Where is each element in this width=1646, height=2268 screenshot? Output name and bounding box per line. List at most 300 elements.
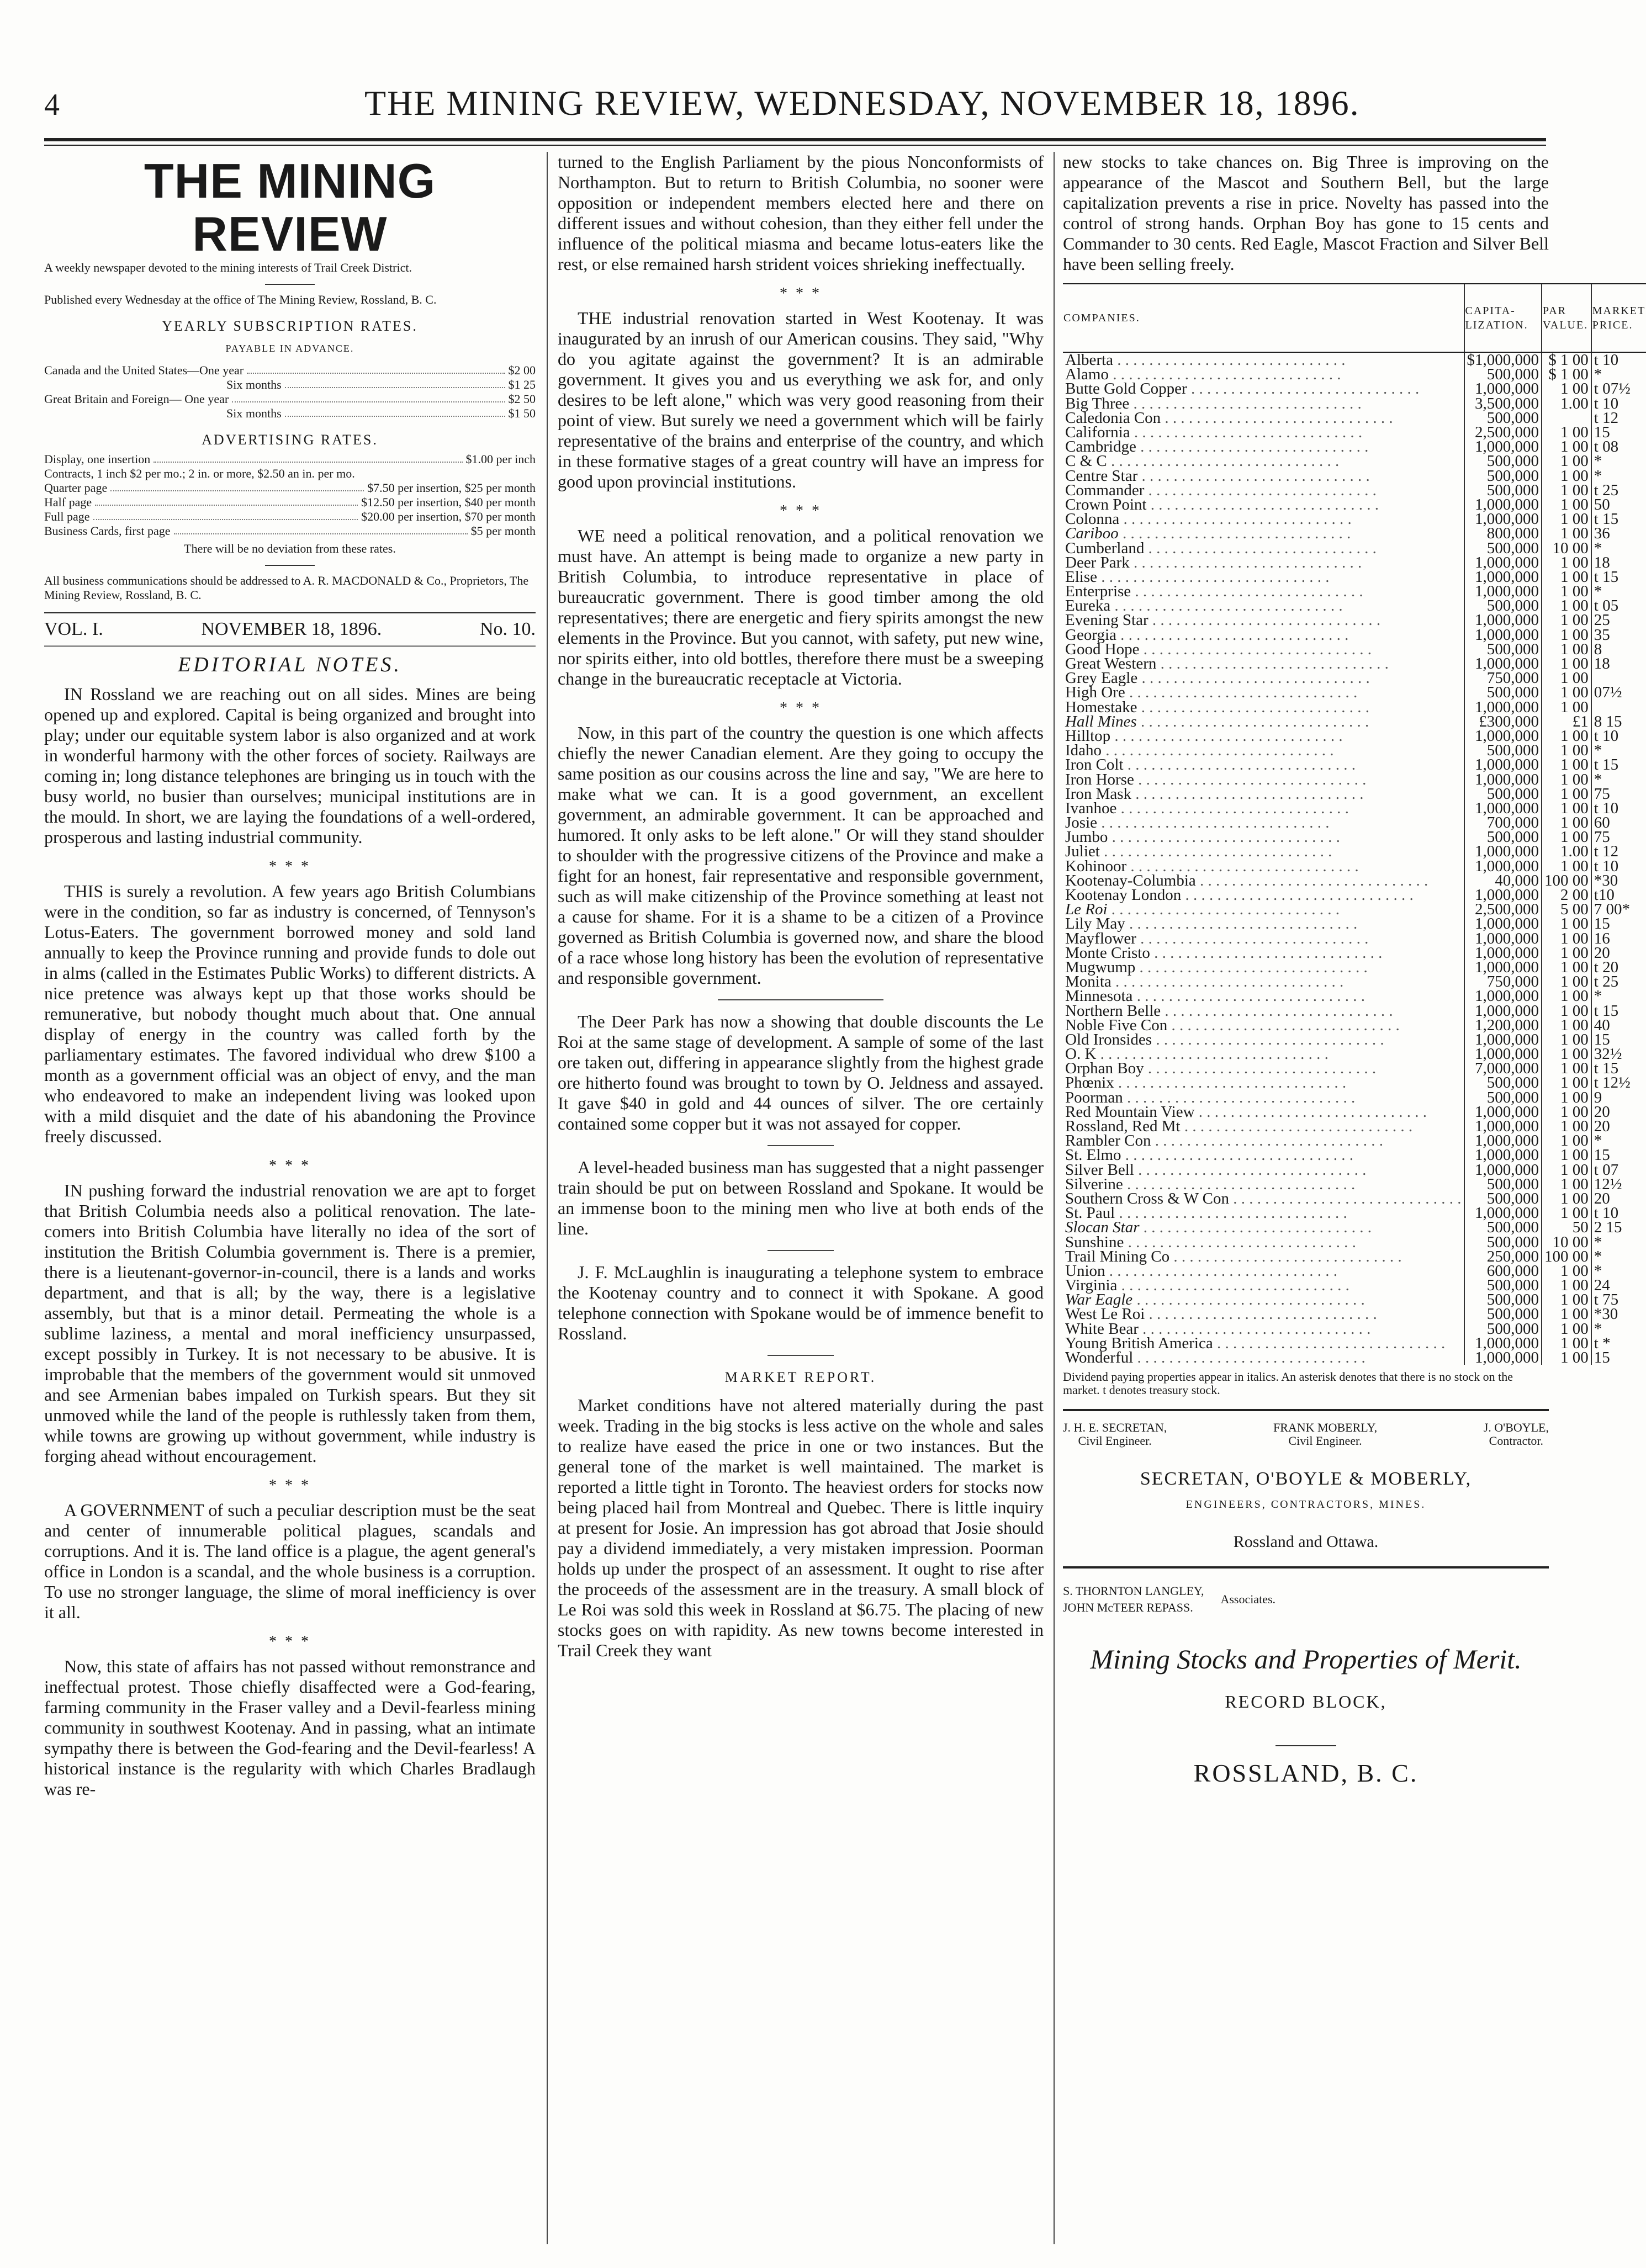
editorial-paragraph: WE need a political renovation, and a political renovation we must have. An attempt is being made to organize a new party in British Columbia, to introduce representative in place of bureaucratic government. There is good timber among the old representatives; there are energetic and fiery spirits amongst the new elements in the Province. But you cannot, with safety, put new wine, nor spirits either, into old bottles, therefore there must be a sweeping change in the bureaucratic receptacle at Victoria. [558, 526, 1044, 688]
company-name-text: Monita [1065, 973, 1112, 991]
par-value: 1 00 [1542, 1292, 1591, 1307]
stock-row [1063, 381, 1646, 396]
company-name [1063, 381, 1464, 396]
divider [1063, 1566, 1549, 1568]
market-price: 75 [1591, 787, 1646, 801]
person [1484, 1421, 1549, 1448]
firm-location: Rossland and Ottawa. [1233, 1533, 1379, 1551]
stock-row [1063, 584, 1646, 598]
capitalization: 1,000,000 [1464, 1336, 1542, 1350]
stock-row [1063, 483, 1646, 497]
company-name [1063, 1249, 1464, 1264]
stock-row [1063, 555, 1646, 570]
company-name-text: War Eagle [1065, 1291, 1133, 1309]
masthead-tagline: A weekly newspaper devoted to the mining interests of Trail Creek District. [44, 261, 412, 274]
rate-label: Great Britain and Foreign— One year [44, 392, 229, 406]
company-name [1063, 1059, 1464, 1078]
par-value: 10 00 [1542, 540, 1591, 555]
company-name [1063, 931, 1464, 946]
company-name-text: Cumberland [1065, 539, 1145, 557]
capitalization: 250,000 [1464, 1249, 1542, 1264]
market-price: t 15 [1591, 1003, 1646, 1018]
stock-row [1063, 859, 1646, 873]
issue-date: NOVEMBER 18, 1896. [201, 619, 382, 639]
header-capitalization: CAPITA-LIZATION. [1464, 284, 1542, 352]
stock-row [1063, 454, 1646, 468]
capitalization: 1,000,000 [1464, 729, 1542, 743]
company-name-text: Homestake [1065, 698, 1137, 716]
market-price: 15 [1591, 916, 1646, 931]
capitalization: 2,500,000 [1464, 902, 1542, 916]
stock-row [1063, 411, 1646, 425]
par-value: 1 00 [1542, 1264, 1591, 1278]
company-name-text: Iron Horse [1065, 770, 1134, 788]
market-price: * [1591, 989, 1646, 1003]
company-name [1063, 1350, 1464, 1365]
capitalization: 1,000,000 [1464, 1148, 1542, 1162]
par-value: 1 00 [1542, 671, 1591, 685]
company-name [1063, 729, 1464, 743]
stock-row [1063, 1336, 1646, 1350]
par-value: 1 00 [1542, 729, 1591, 743]
stock-row [1063, 1292, 1646, 1307]
divider [768, 1355, 834, 1356]
company-name-text: Alamo [1065, 365, 1109, 384]
market-price: t 08 [1591, 439, 1646, 454]
person [1273, 1421, 1377, 1448]
person-name: FRANK MOBERLY, [1273, 1421, 1378, 1435]
company-name [1063, 974, 1464, 989]
market-price: 32½ [1591, 1047, 1646, 1061]
capitalization: 1,000,000 [1464, 772, 1542, 786]
market-price: * [1591, 772, 1646, 786]
capitalization: 500,000 [1464, 743, 1542, 757]
par-value: 1 00 [1542, 642, 1591, 656]
par-value: 1 00 [1542, 859, 1591, 873]
par-value: 1 00 [1542, 555, 1591, 570]
company-name [1063, 1133, 1464, 1148]
company-name [1063, 1032, 1464, 1047]
company-name-text: Lily May [1065, 915, 1125, 933]
company-name-text: Juliet [1065, 842, 1100, 861]
stock-row [1063, 352, 1646, 367]
par-value: 1 00 [1542, 757, 1591, 772]
capitalization: 1,000,000 [1464, 960, 1542, 974]
company-name-text: Cariboo [1065, 524, 1119, 543]
par-value: 1 00 [1542, 425, 1591, 439]
par-value: 100 00 [1542, 873, 1591, 888]
market-price: 20 [1591, 1119, 1646, 1133]
capitalization: 500,000 [1464, 483, 1542, 497]
stock-row [1063, 367, 1646, 381]
capitalization: 1,000,000 [1464, 584, 1542, 598]
stock-row [1063, 1148, 1646, 1162]
par-value: 1 00 [1542, 469, 1591, 483]
company-name [1063, 671, 1464, 685]
company-name-text: Silverine [1065, 1175, 1123, 1193]
par-value: 1 00 [1542, 1191, 1591, 1206]
company-name [1063, 613, 1464, 627]
capitalization: 1,000,000 [1464, 656, 1542, 671]
par-value: 1 00 [1542, 497, 1591, 512]
par-value: 1 00 [1542, 815, 1591, 830]
page-number: 4 [44, 88, 60, 122]
par-value: 1 00 [1542, 1177, 1591, 1191]
editorial-paragraph: Now, this state of affairs has not passed without remonstrance and ineffectual protest. Those chiefly disaffected were a God-fearing, farming community in the Fraser valley and a Devil-fearless mining community in southwest Kootenay. And in passing, what an intimate sympathy there is between the God-fearing and the Devil-fearless! A historical instance is the regularity with which Charles Bradlaugh was re- [44, 1656, 536, 1799]
company-name [1063, 685, 1464, 700]
rate-row [44, 452, 536, 467]
company-name [1063, 423, 1464, 442]
market-price: 15 [1591, 1350, 1646, 1365]
capitalization: 1,000,000 [1464, 497, 1542, 512]
capitalization: 1,000,000 [1464, 1350, 1542, 1365]
capitalization: 500,000 [1464, 598, 1542, 613]
column-1 [44, 152, 536, 2250]
capitalization: 750,000 [1464, 974, 1542, 989]
capitalization: 500,000 [1464, 787, 1542, 801]
company-name-text: Commander [1065, 481, 1145, 499]
section-stars: * * * [780, 700, 822, 717]
masthead-title: THE MINING REVIEW [144, 153, 436, 261]
capitalization: 1,000,000 [1464, 555, 1542, 570]
capitalization: 1,000,000 [1464, 888, 1542, 902]
market-price: t 12 [1591, 844, 1646, 859]
company-name-text: Crown Point [1065, 495, 1147, 513]
market-price: t 10 [1591, 1206, 1646, 1220]
par-value: 1 00 [1542, 960, 1591, 974]
company-name [1063, 873, 1464, 888]
stock-row [1063, 497, 1646, 512]
company-name [1063, 859, 1464, 873]
stock-row [1063, 974, 1646, 989]
capitalization: 800,000 [1464, 526, 1542, 540]
market-price: * [1591, 1249, 1646, 1264]
company-name [1063, 1148, 1464, 1162]
stock-row [1063, 729, 1646, 743]
par-value: 1 00 [1542, 628, 1591, 642]
capitalization: 1,000,000 [1464, 931, 1542, 946]
rate-row [44, 481, 536, 495]
associates [1063, 1583, 1549, 1616]
stock-row [1063, 1220, 1646, 1234]
capitalization: 1,000,000 [1464, 1133, 1542, 1148]
stock-row [1063, 844, 1646, 859]
person-name: J. H. E. SECRETAN, [1063, 1421, 1167, 1435]
par-value: 1 00 [1542, 656, 1591, 671]
market-price: t 10 [1591, 801, 1646, 815]
stock-row [1063, 439, 1646, 454]
market-price: t 25 [1591, 483, 1646, 497]
divider [265, 565, 315, 566]
company-name [1063, 1322, 1464, 1336]
capitalization: 40,000 [1464, 873, 1542, 888]
company-name [1063, 1276, 1464, 1295]
rate-row [44, 392, 536, 406]
section-stars: * * * [780, 285, 822, 302]
stock-row [1063, 1278, 1646, 1292]
company-name-text: Great Western [1065, 655, 1157, 673]
subscription-rates-list [44, 363, 536, 421]
market-price: 2 15 [1591, 1220, 1646, 1234]
rate-label: Canada and the United States—One year [44, 363, 244, 377]
company-name-text: Butte Gold Copper [1065, 380, 1187, 398]
capitalization: 1,000,000 [1464, 916, 1542, 931]
company-name [1063, 1163, 1464, 1177]
editorial-paragraph: IN pushing forward the industrial renovation we are apt to forget that British Columbia needs also a political renovation. The late-comers into British Columbia have literally no idea of the sort of institution the British Columbia government is. There is a premier, there is a lieutenant-governor-in-council, there is a lands and works department, and that is all; by the way, there is a legislative assembly, but that is a minor detail. Permeating the whole is a sublime laziness, a mental and moral inefficiency unsurpassed, except possibly in Turkey. It is not necessary to be abusive. It is improbable that the members of the government would sit unmoved and see Armenian babes impaled on Turkish spears. But they sit unmoved while the land of the people is ruthlessly taken from them, while towns are growing up without government, while industry is forging ahead without encouragement. [44, 1180, 536, 1466]
market-price: t 10 [1591, 729, 1646, 743]
company-name [1063, 888, 1464, 902]
company-name-text: Slocan Star [1065, 1218, 1140, 1237]
company-name-text: Le Roi [1065, 900, 1108, 919]
rate-price: $1 50 [508, 406, 536, 420]
par-value: 1 00 [1542, 700, 1591, 714]
stock-row [1063, 1133, 1646, 1148]
company-name [1063, 1234, 1464, 1249]
stock-row [1063, 540, 1646, 555]
person-role: Civil Engineer. [1078, 1434, 1152, 1448]
stock-row [1063, 1061, 1646, 1075]
divider [265, 284, 315, 285]
company-name [1063, 497, 1464, 512]
par-value: 1 00 [1542, 454, 1591, 468]
market-price: 18 [1591, 555, 1646, 570]
capitalization: 750,000 [1464, 671, 1542, 685]
rate-row [44, 495, 536, 510]
market-price: t 15 [1591, 757, 1646, 772]
market-price: * [1591, 1133, 1646, 1148]
editorial-paragraph: turned to the English Parliament by the pious Nonconformists of Northampton. But to return to British Columbia, no sooner were opposition or independent members elected here and there on different issues and without cohesion, than they either fell under the influence of the political miasma and became lotus-eaters like the rest, or else remained harsh strident voices shrieking ineffectually. [558, 152, 1044, 274]
capitalization: 1,000,000 [1464, 439, 1542, 454]
market-price: 24 [1591, 1278, 1646, 1292]
rate-price: $20.00 per insertion, $70 per month [361, 510, 536, 523]
stock-row [1063, 946, 1646, 960]
par-value: 1 00 [1542, 1350, 1591, 1365]
company-name-text: Red Mountain View [1065, 1103, 1195, 1121]
company-name [1063, 700, 1464, 714]
par-value [1542, 411, 1591, 425]
capitalization: 500,000 [1464, 1191, 1542, 1206]
company-name-text: Colonna [1065, 510, 1120, 528]
rate-row [44, 467, 536, 481]
market-price: 8 [1591, 642, 1646, 656]
capitalization: 500,000 [1464, 1075, 1542, 1090]
record-block: RECORD BLOCK, [1225, 1692, 1387, 1712]
header-companies: COMPANIES. [1063, 284, 1464, 352]
company-name-text: Kohinoor [1065, 857, 1127, 875]
stock-row [1063, 628, 1646, 642]
par-value: 1 00 [1542, 989, 1591, 1003]
company-name-text: Hilltop [1065, 727, 1111, 745]
company-name [1063, 946, 1464, 960]
capitalization: 1,000,000 [1464, 381, 1542, 396]
market-report-text: Market conditions have not altered materially during the past week. Trading in the big stocks is less active on the whole and sales to realize have eased the price in one or two instances. But the general tone of the market is well maintained. The market is reported a little tight in Toronto. The heaviest orders for stocks now being placed hail from Montreal and Quebec. There is little inquiry at present for Josie. An impression has got abroad that Josie should pay a dividend immediately, a very mistaken impression. Poorman holds up under the prospect of an assessment. It ought to rise after the proceeds of the assessment are in the treasury. A small block of Le Roi was sold this week in Rossland at $6.75. The placing of new stocks goes on with rapidity. As new towns become interested in Trail Creek they want [558, 1395, 1044, 1660]
par-value: 1 00 [1542, 685, 1591, 700]
stock-row [1063, 1032, 1646, 1047]
stock-row [1063, 1350, 1646, 1365]
company-name [1063, 656, 1464, 671]
capitalization: 500,000 [1464, 469, 1542, 483]
stock-table-header [1063, 284, 1646, 352]
rate-row [44, 406, 536, 421]
editorial-paragraph: IN Rossland we are reaching out on all sides. Mines are being opened up and explored. Capital is being organized and brought into play; under our equitable system labor is also organized and at work in wonderful harmony with the other forces of society. Railways are coming in; long distance telephones are bringing us in touch with the busy world, no busier than ourselves; municipal institutions are in the mould. In short, we are laying the foundations of a well-ordered, prosperous and lasting industrial community. [44, 684, 536, 847]
market-price: t10 [1591, 888, 1646, 902]
capitalization: 500,000 [1464, 411, 1542, 425]
editorial-paragraph: THE industrial renovation started in West Kootenay. It was inaugurated by an inrush of our American cousins. They said, "Why do you agitate against the government? It is an admirable government. It gives you and us everything we ask for, and only desires to be left alone," which was very good reasoning from their point of view. But surely we need a government which will be fairly representative of the brains and enterprise of the country, and which in these formative stages of a great country will have an impress for good upon provincial institutions. [558, 308, 1044, 491]
capitalization: 1,000,000 [1464, 512, 1542, 526]
company-name-text: Southern Cross & W Con [1065, 1189, 1230, 1207]
company-name-text: Mayflower [1065, 929, 1136, 947]
capitalization: 1,000,000 [1464, 844, 1542, 859]
par-value: 1 00 [1542, 1206, 1591, 1220]
capitalization: 1,000,000 [1464, 1032, 1542, 1047]
rate-price: $5 per month [470, 524, 536, 538]
par-value: £1 [1542, 714, 1591, 729]
divider [1063, 1409, 1549, 1411]
no-deviation-note: There will be no deviation from these rates. [184, 542, 396, 555]
company-name-text: Centre Star [1065, 467, 1138, 485]
capitalization: $1,000,000 [1464, 352, 1542, 367]
par-value: 1 00 [1542, 1032, 1591, 1047]
company-name [1063, 1264, 1464, 1278]
company-name-text: Jumbo [1065, 828, 1108, 846]
advertising-rates-title: ADVERTISING RATES. [202, 432, 378, 448]
stock-row [1063, 1047, 1646, 1061]
column-3 [1063, 152, 1646, 2250]
stock-row [1063, 743, 1646, 757]
rate-price: $2 00 [508, 363, 536, 377]
market-price: 9 [1591, 1090, 1646, 1105]
company-name [1063, 1191, 1464, 1206]
par-value: 1 00 [1542, 830, 1591, 844]
market-price: 25 [1591, 613, 1646, 627]
company-name-text: Evening Star [1065, 611, 1149, 629]
market-price: 60 [1591, 815, 1646, 830]
section-stars: * * * [269, 1477, 311, 1494]
company-name [1063, 1003, 1464, 1018]
city: ROSSLAND, B. C. [1193, 1759, 1419, 1788]
stock-row [1063, 1075, 1646, 1090]
associates-label: Associates. [1220, 1592, 1276, 1607]
capitalization: 1,000,000 [1464, 757, 1542, 772]
company-name-text: Cambridge [1065, 438, 1136, 456]
firm-services: ENGINEERS, CONTRACTORS, MINES. [1185, 1498, 1426, 1511]
stock-row [1063, 1322, 1646, 1336]
stock-row [1063, 757, 1646, 772]
stock-row [1063, 1264, 1646, 1278]
stock-row [1063, 1003, 1646, 1018]
stock-row [1063, 1163, 1646, 1177]
market-price: 8 15 [1591, 714, 1646, 729]
company-name-text: St. Elmo [1065, 1146, 1121, 1164]
volume-label: VOL. I. [44, 619, 103, 639]
editorial-paragraph: Now, in this part of the country the question is one which affects chiefly the newer Canadian element. Are they going to occupy the same position as our cousins across the line and say, "We are here to make what we can. It is a good government, an excellent government, an admirable government. It can be approached and humored. It only asks to be left alone." Or will they stand shoulder to shoulder with the progressive citizens of the Province and make a fight for an honest, fair representative and responsible government, such as will make citizenship of the Province something at least not a cause for shame. For it is a shame to be a citizen of a Province governed as British Columbia is governed now, and share the blood of a race whose long history has been the evolution of representative and responsible government. [558, 723, 1044, 988]
stock-row [1063, 1234, 1646, 1249]
market-report-continued: new stocks to take chances on. Big Three is improving on the appearance of the Mascot and Southern Bell, but the large capitalization prevents a rise in price. Novelty has passed into the control of strong hands. Orphan Boy has gone to 15 cents and Commander to 30 cents. Red Eagle, Mascot Fraction and Silver Bell have been selling freely. [1063, 152, 1549, 274]
market-price: t 07 [1591, 1163, 1646, 1177]
rate-label: Full page [44, 510, 90, 523]
company-name-text: Rambler Con [1065, 1132, 1151, 1150]
capitalization: 500,000 [1464, 1090, 1542, 1105]
company-name-text: Sunshine [1065, 1233, 1124, 1251]
company-name-text: C & C [1065, 452, 1107, 470]
market-price: t 12½ [1591, 1075, 1646, 1090]
rate-price: $1 25 [508, 378, 536, 391]
stock-row [1063, 598, 1646, 613]
rate-label: Contracts, 1 inch $2 per mo.; 2 in. or more, $2.50 an in. per mo. [44, 467, 355, 480]
company-name [1063, 1307, 1464, 1321]
market-price: t 07½ [1591, 381, 1646, 396]
capitalization: 3,500,000 [1464, 396, 1542, 411]
person [1063, 1421, 1167, 1448]
market-price: 15 [1591, 425, 1646, 439]
stock-row [1063, 916, 1646, 931]
par-value: 1.00 [1542, 396, 1591, 411]
divider [1275, 1745, 1336, 1746]
market-price: 15 [1591, 1032, 1646, 1047]
company-name-text: Josie [1065, 814, 1097, 832]
company-name-text: Rossland, Red Mt [1065, 1117, 1181, 1136]
page-title: THE MINING REVIEW, WEDNESDAY, NOVEMBER 18, 1896. [364, 83, 1360, 123]
market-price: 16 [1591, 931, 1646, 946]
capitalization: 500,000 [1464, 1322, 1542, 1336]
header-market-price: MARKET PRICE. [1591, 284, 1646, 352]
communications-note: All business communications should be addressed to A. R. MACDONALD & Co., Proprietors, The Mining Review, Rossland, B. C. [44, 574, 529, 602]
company-name-text: Monte Cristo [1065, 944, 1150, 962]
company-name-text: Eureka [1065, 597, 1111, 615]
company-name [1063, 352, 1464, 367]
market-price: 36 [1591, 526, 1646, 540]
page-header [44, 83, 1546, 133]
par-value: 1 00 [1542, 1090, 1591, 1105]
stock-row [1063, 1191, 1646, 1206]
capitalization: 500,000 [1464, 1292, 1542, 1307]
rate-label: Quarter page [44, 481, 108, 495]
market-price: 18 [1591, 656, 1646, 671]
market-price: * [1591, 1264, 1646, 1278]
company-name-text: St. Paul [1065, 1204, 1115, 1222]
capitalization: 7,000,000 [1464, 1061, 1542, 1075]
stock-row [1063, 1119, 1646, 1133]
par-value: 1 00 [1542, 916, 1591, 931]
section-stars: * * * [780, 502, 822, 520]
market-price: * [1591, 454, 1646, 468]
par-value: 1 00 [1542, 1307, 1591, 1321]
company-name-text: Elise [1065, 568, 1097, 586]
company-name [1063, 741, 1464, 760]
par-value: 1 00 [1542, 772, 1591, 786]
capitalization: 700,000 [1464, 815, 1542, 830]
company-name [1063, 989, 1464, 1003]
par-value: 1 00 [1542, 1336, 1591, 1350]
market-price: * [1591, 1322, 1646, 1336]
par-value: 1 00 [1542, 439, 1591, 454]
market-price: * [1591, 584, 1646, 598]
column-rule [547, 152, 548, 2244]
market-price: 07½ [1591, 685, 1646, 700]
news-item: J. F. McLaughlin is inaugurating a telephone system to embrace the Kootenay country and to connect it with Spokane. A good telephone connection with Spokane would be of immence benefit to Rossland. [558, 1262, 1044, 1343]
company-name-text: Mugwump [1065, 958, 1136, 976]
stock-row [1063, 714, 1646, 729]
header-par-value: PAR VALUE. [1542, 284, 1591, 352]
stock-row [1063, 989, 1646, 1003]
rate-row [44, 524, 536, 538]
subscription-rates-title: YEARLY SUBSCRIPTION RATES. [162, 318, 418, 334]
capitalization: £300,000 [1464, 714, 1542, 729]
company-name-text: California [1065, 423, 1130, 442]
company-name [1063, 714, 1464, 729]
volume-line [44, 612, 536, 647]
market-price [1591, 700, 1646, 714]
